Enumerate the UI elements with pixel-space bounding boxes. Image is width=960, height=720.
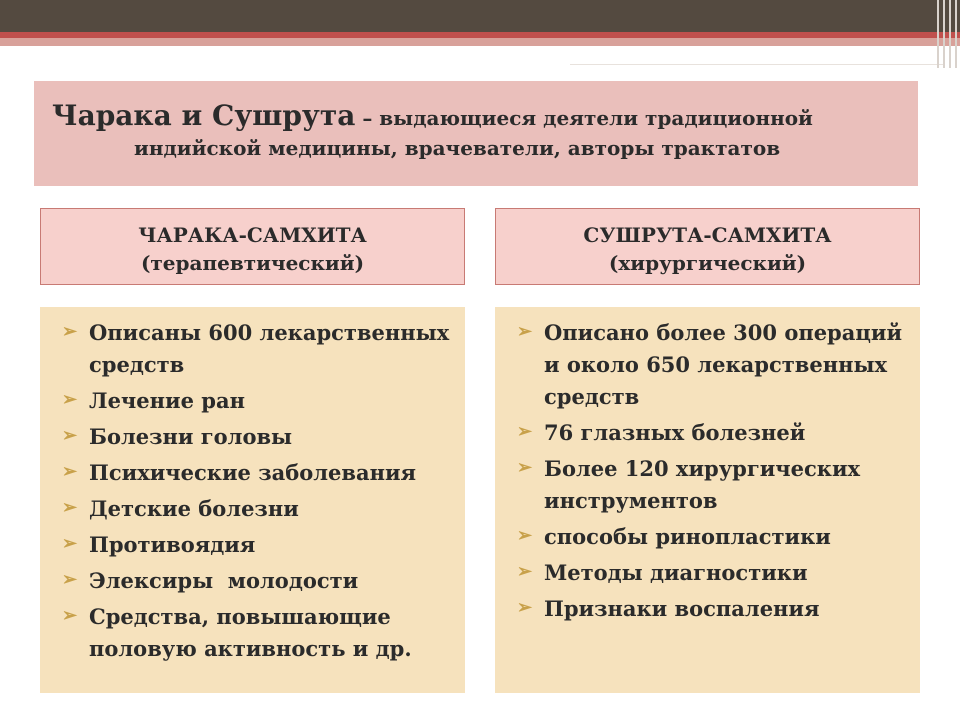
title-box <box>34 81 918 186</box>
title-line-1 <box>52 101 900 133</box>
arrow-bullet-icon: ➢ <box>62 389 78 410</box>
list-item: ➢ Более 120 хирургических инструментов <box>517 453 906 517</box>
list-item: ➢ 76 глазных болезней <box>517 417 906 449</box>
charaka-subheading: (терапевтический) <box>140 251 365 275</box>
title-line-2: индийской медицины, врачеватели, авторы трактатов <box>134 136 781 160</box>
arrow-bullet-icon: ➢ <box>62 533 78 554</box>
charaka-list <box>40 307 465 693</box>
sushruta-list <box>495 307 920 693</box>
list-item: ➢ Средства, повышающие половую активность и др. <box>62 601 451 665</box>
sushruta-heading-box <box>495 208 920 285</box>
arrow-bullet-icon: ➢ <box>62 605 78 626</box>
list-item: ➢ Лечение ран <box>62 385 451 417</box>
arrow-bullet-icon: ➢ <box>517 321 533 342</box>
arrow-bullet-icon: ➢ <box>62 321 78 342</box>
arrow-bullet-icon: ➢ <box>62 569 78 590</box>
list-item: ➢ способы ринопластики <box>517 521 906 553</box>
list-item: ➢ Методы диагностики <box>517 557 906 589</box>
charaka-heading: ЧАРАКА-САМХИТА <box>138 223 367 247</box>
arrow-bullet-icon: ➢ <box>517 525 533 546</box>
arrow-bullet-icon: ➢ <box>62 461 78 482</box>
decor-white-lines <box>570 44 960 68</box>
sushruta-subheading: (хирургический) <box>608 251 807 275</box>
title-main: Чарака и Сушрута <box>52 99 356 132</box>
arrow-bullet-icon: ➢ <box>62 497 78 518</box>
arrow-bullet-icon: ➢ <box>517 597 533 618</box>
decor-vertical-stripes <box>935 0 960 70</box>
arrow-bullet-icon: ➢ <box>62 425 78 446</box>
list-item: ➢ Признаки воспаления <box>517 593 906 625</box>
sushruta-heading: СУШРУТА-САМХИТА <box>583 223 832 247</box>
arrow-bullet-icon: ➢ <box>517 421 533 442</box>
list-item: ➢ Элексиры молодости <box>62 565 451 597</box>
arrow-bullet-icon: ➢ <box>517 561 533 582</box>
top-decor-bar <box>0 0 960 32</box>
list-item: ➢ Детские болезни <box>62 493 451 525</box>
arrow-bullet-icon: ➢ <box>517 457 533 478</box>
list-item: ➢ Болезни головы <box>62 421 451 453</box>
list-item: ➢ Психические заболевания <box>62 457 451 489</box>
title-rest: – выдающиеся деятели традиционной <box>355 106 813 130</box>
list-item: ➢ Описано более 300 операций и около 650 лекарственных средств <box>517 317 906 413</box>
charaka-heading-box <box>40 208 465 285</box>
list-item: ➢ Описаны 600 лекарственных средств <box>62 317 451 381</box>
list-item: ➢ Противоядия <box>62 529 451 561</box>
